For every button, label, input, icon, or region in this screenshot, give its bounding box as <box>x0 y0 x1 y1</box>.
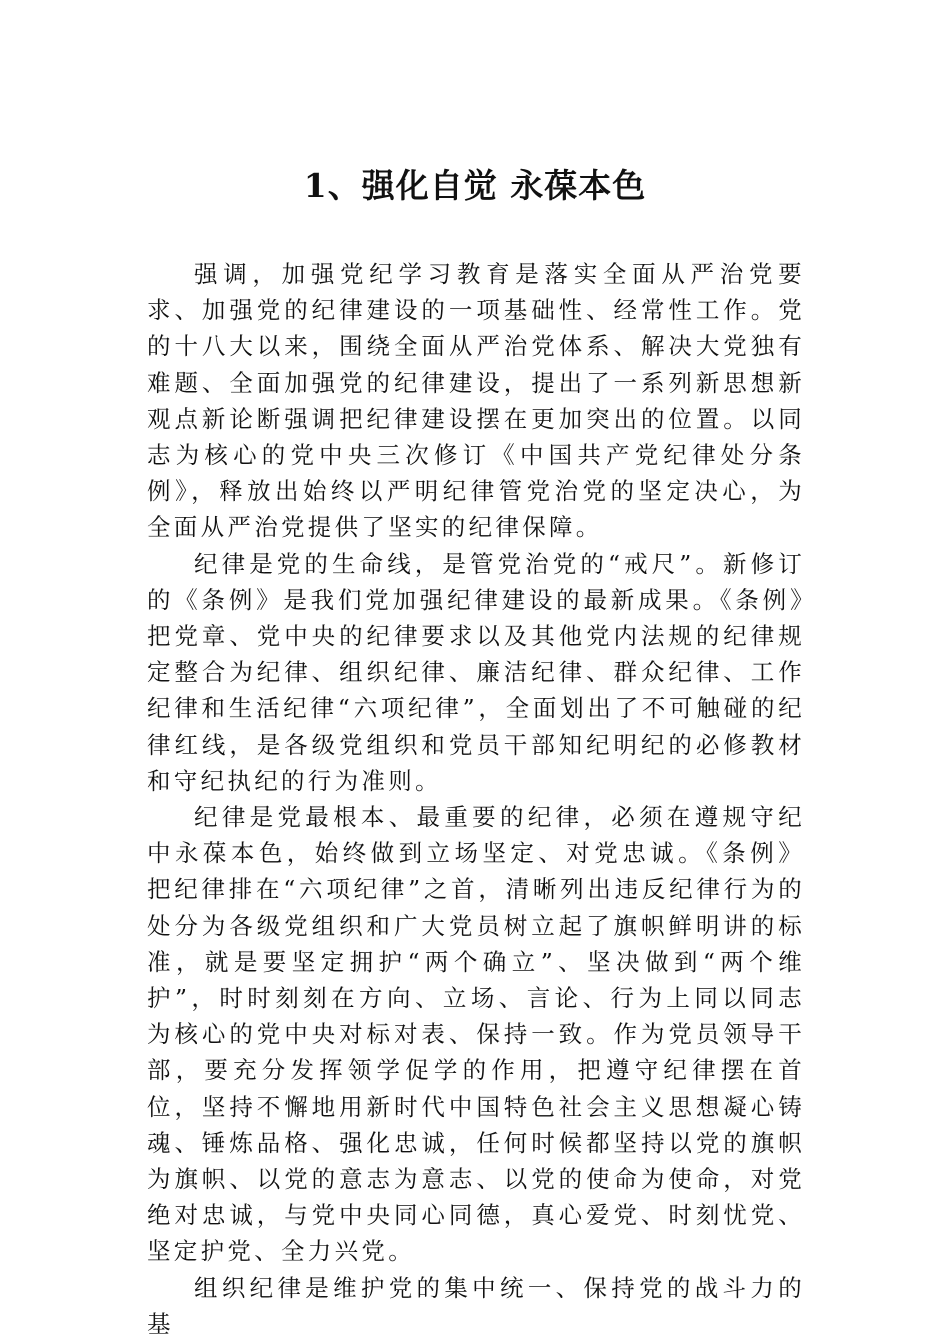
document-title: 1、强化自觉 永葆本色 <box>303 166 647 205</box>
paragraph-2: 纪律是党的生命线，是管党治党的“戒尺”。新修订的《条例》是我们党加强纪律建设的最新成果。《条例》把党章、党中央的纪律要求以及其他党内法规的纪律规定整合为纪律、组织纪律、廉洁纪律、群众纪律、工作纪律和生活纪律“六项纪律”，全面划出了不可触碰的纪律红线，是各级党组织和党员干部知纪明纪的必修教材和守纪执纪的行为准则。 <box>147 549 805 795</box>
paragraph-1: 强调，加强党纪学习教育是落实全面从严治党要求、加强党的纪律建设的一项基础性、经常性工作。党的十八大以来，围绕全面从严治党体系、解决大党独有难题、全面加强党的纪律建设，提出了一系列新思想新观点新论断强调把纪律建设摆在更加突出的位置。以同志为核心的党中央三次修订《中国共产党纪律处分条例》，释放出始终以严明纪律管党治党的坚定决心，为全面从严治党提供了坚实的纪律保障。 <box>147 260 805 542</box>
paragraph-4: 组织纪律是维护党的集中统一、保持党的战斗力的基 <box>147 1273 805 1338</box>
paragraph-3: 纪律是党最根本、最重要的纪律，必须在遵规守纪中永葆本色，始终做到立场坚定、对党忠诚。《条例》把纪律排在“六项纪律”之首，清晰列出违反纪律行为的处分为各级党组织和广大党员树立起了旗帜鲜明讲的标准，就是要坚定拥护“两个确立”、坚决做到“两个维护”，时时刻刻在方向、立场、言论、行为上同以同志为核心的党中央对标对表、保持一致。作为党员领导干部，要充分发挥领学促学的作用，把遵守纪律摆在首位，坚持不懈地用新时代中国特色社会主义思想凝心铸魂、锤炼品格、强化忠诚，任何时候都坚持以党的旗帜为旗帜、以党的意志为意志、以党的使命为使命，对党绝对忠诚，与党中央同心同德，真心爱党、时刻忧党、坚定护党、全力兴党。 <box>147 803 805 1266</box>
document-body <box>147 256 805 1342</box>
